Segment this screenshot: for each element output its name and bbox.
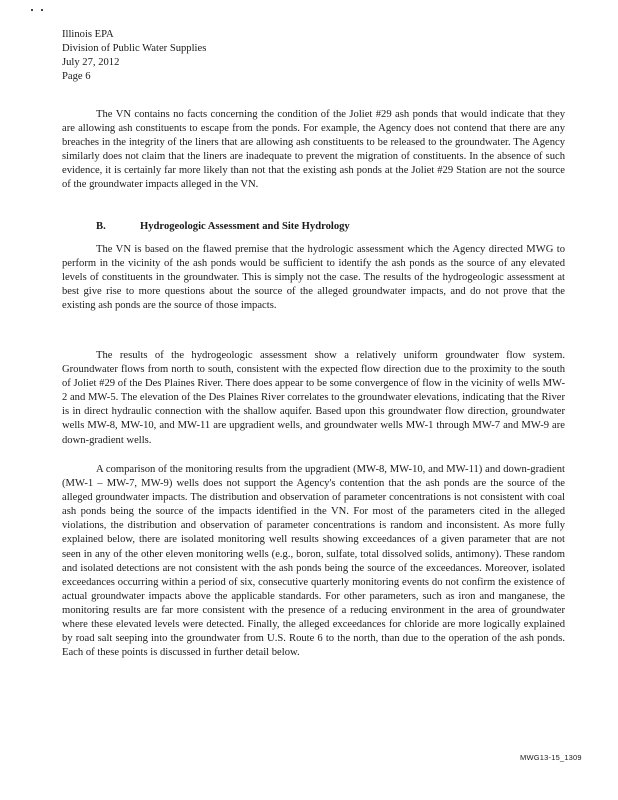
letter-header [62,28,206,84]
header-page-number: Page 6 [62,71,91,83]
bates-number: MWG13-15_1309 [520,753,582,762]
header-agency: Illinois EPA [62,29,114,40]
scan-speck [41,9,43,11]
paragraph-flawed-premise: The VN is based on the flawed premise that the hydrologic assessment which the Agency directed MWG to perform in the vicinity of the ash ponds would be sufficient to identify the ash ponds as the source of any elevated levels of constituents in the groundwater. This is simply not the case. The results of the hydrogeologic assessment at best give rise to more questions about the source of the alleged groundwater impacts, and do not prove that the existing ash ponds are the source of those impacts. [62,244,565,312]
section-heading [96,220,350,234]
section-letter: B. [96,221,106,232]
paragraph-monitoring-comparison: A comparison of the monitoring results from the upgradient (MW-8, MW-10, and MW-11) and down-gradient (MW-1 – MW-7, MW-9) wells does not support the Agency's contention that the ash ponds are the source of the alleged groundwater impacts. The distribution and observation of parameter concentrations is not consistent with coal ash ponds being the source of the impacts identified in the VN. For most of the parameters cited in the alleged violations, the distribution and observation of parameter concentrations is random and inconsistent. As more fully explained below, there are isolated monitoring well results showing exceedances of a given parameter that are not seen in any of the other eleven monitoring wells (e.g., boron, sulfate, total dissolved solids, antimony). These random and isolated detections are not consistent with the ash ponds being the source of the exceedances. Moreover, isolated exceedances occurring within a period of six, consecutive quarterly monitoring events do not confirm the existence of actual groundwater impacts above the applicable standards. For other parameters, such as iron and manganese, the monitoring results are far more consistent with the presence of a reducing environment in the area of groundwater where these elevated levels were detected. Finally, the alleged exceedances for chloride are more logically explained by road salt seeping into the groundwater from U.S. Route 6 to the north, than due to the operation of the ash ponds. Each of these points is discussed in further detail below. [62,464,565,659]
paragraph-groundwater-flow: The results of the hydrogeologic assessment show a relatively uniform groundwater flow system. Groundwater flows from north to south, consistent with the expected flow direction due to the proximity to the south of Joliet #29 of the Des Plaines River. There does appear to be some convergence of flow in the vicinity of wells MW-2 and MW-5. The elevation of the Des Plaines River correlates to the groundwater elevations, indicating that the River is in direct hydraulic connection with the shallow aquifer. Based upon this groundwater flow direction, groundwater wells MW-8, MW-10, and MW-11 are upgradient wells, and groundwater wells MW-1 through MW-7 and MW-9 are down-gradient wells. [62,350,565,446]
paragraph-ash-ponds-condition: The VN contains no facts concerning the condition of the Joliet #29 ash ponds that would indicate that they are allowing ash constituents to escape from the ponds. For example, the Agency does not contend that there are any breaches in the integrity of the liners that are allowing ash constituents to be released to the groundwater. The Agency similarly does not claim that the liners are inadequate to prevent the migration of constituents. In the absence of such evidence, it is certainly far more likely than not that the existing ash ponds at the Joliet #29 Station are not the source of the groundwater impacts alleged in the VN. [62,109,565,191]
section-title: Hydrogeologic Assessment and Site Hydrology [140,221,350,232]
header-division: Division of Public Water Supplies [62,43,207,55]
scan-speck [31,9,33,11]
header-date: July 27, 2012 [62,57,120,69]
